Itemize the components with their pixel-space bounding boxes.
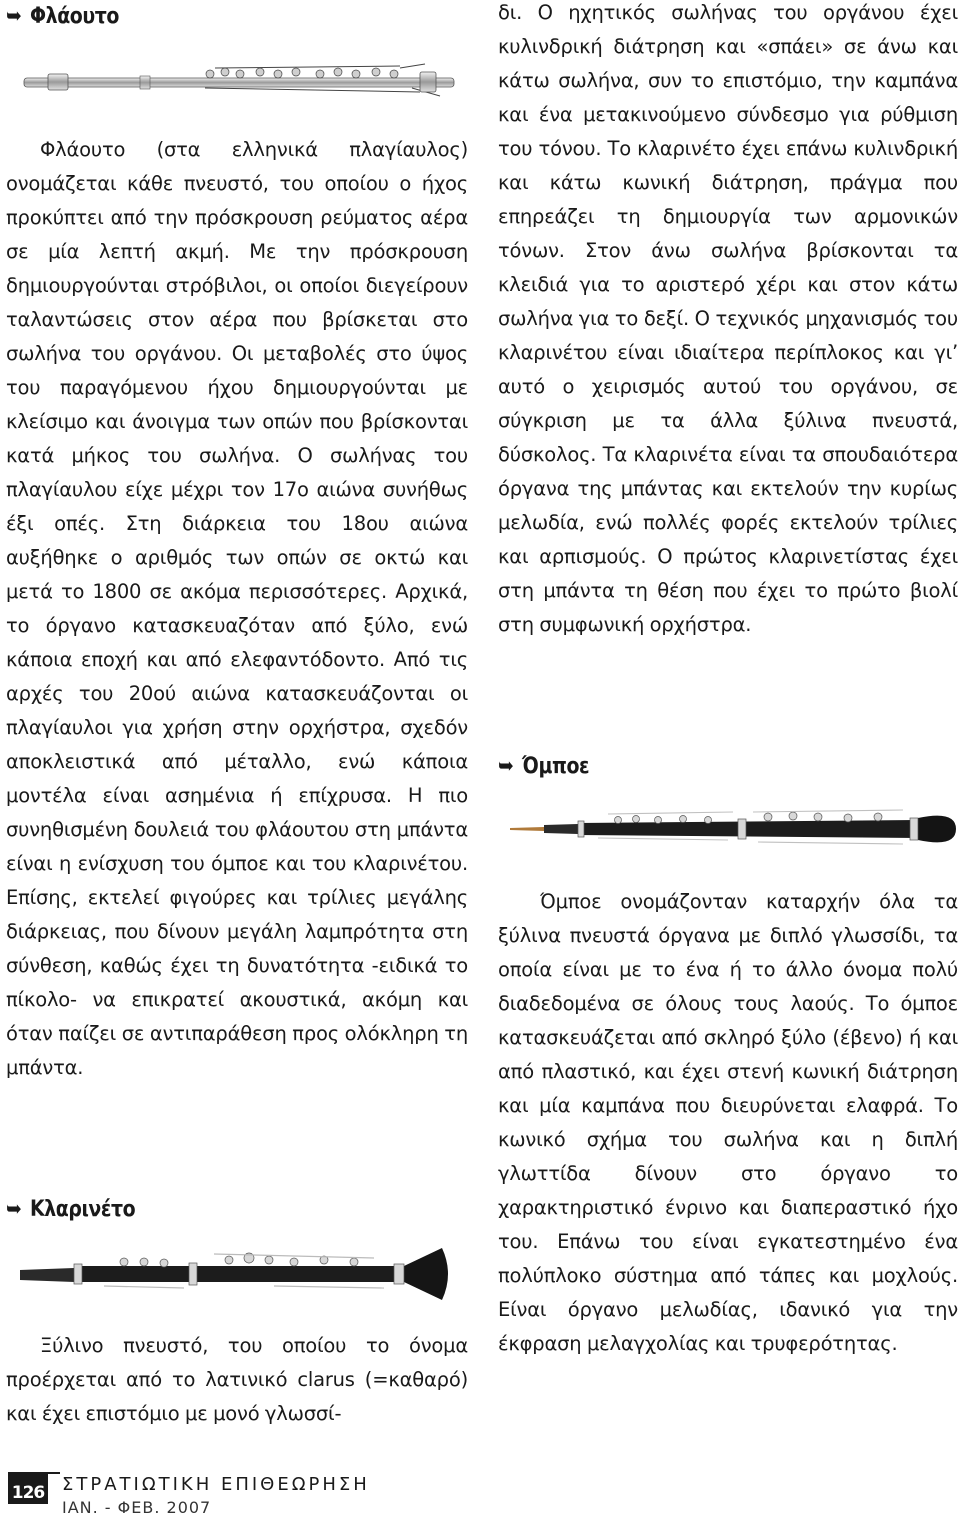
arrow-icon: ➥	[6, 1196, 22, 1222]
magazine-title: ΣΤΡΑΤΙΩΤΙΚΗ ΕΠΙΘΕΩΡΗΣΗ	[62, 1474, 370, 1495]
flute-heading-text: Φλάουτο	[30, 3, 119, 29]
clarinet-heading-text: Κλαρινέτο	[30, 1196, 136, 1222]
flute-paragraph: Φλάουτο (στα ελληνικά πλαγίαυλος) ονομάζεται κάθε πνευστό, του οποίου ο ήχος προκύπτει από την πρόσκρουση ρεύματος αέρα σε μία λεπτή ακμή. Με την πρόσκρουση δημιουργούνται στρόβιλοι, οι οποίοι διεγείρουν ταλαντώσεις στον αέρα που βρίσκεται στο σωλήνα του οργάνου. Οι μεταβολές στο ύψος του παραγόμενου ήχου δημιουργούνται με κλείσιμο και άνοιγμα των οπών που βρίσκονται κατά μήκος του σωλήνα. Ο σωλήνας του πλαγίαυλου είχε μέχρι τον 17ο αιώνα συνήθως έξι οπές. Στη διάρκεια του 18ου αιώνα αυξήθηκε ο αριθμός των οπών σε οκτώ και μετά το 1800 σε ακόμα περισσότερες. Αρχικά, το όργανο κατασκευαζόταν από ξύλο, ενώ κάποια εποχή και από ελεφαντόδοντο. Από τις αρχές του 20ού αιώνα κατασκευάζονται οι πλαγίαυλοι για χρήση στην ορχήστρα, σχεδόν αποκλειστικά από μέταλλο, ενώ κάποια μοντέλα είναι ασημένια ή επίχρυσα. Η πιο συνηθισμένη δουλειά του φλάουτου στη μπάντα είναι η ενίσχυση του όμποε και του κλαρινέτου. Επίσης, εκτελεί φιγούρες και τρίλιες μεγάλης διάρκειας, που δίνουν μεγάλη λαμπρότητα στη σύνθεση, καθώς έχει τη δυνατότητα -ειδικά το πίκολο- να επικρατεί ακουστικά, ακόμη και όταν παίζει σε αντιπαράθεση προς ολόκληρη τη μπάντα.	[6, 138, 468, 1079]
oboe-image	[508, 796, 958, 860]
clarinet-image	[14, 1236, 464, 1308]
arrow-icon: ➥	[6, 3, 22, 29]
clarinet-continued-paragraph: δι. Ο ηχητικός σωλήνας του οργάνου έχει κυλινδρική διάτρηση και «σπάει» σε άνω και κάτω σωλήνα, συν το επιστόμιο, την καμπάνα και ένα μετακινούμενο σύνδεσμο για ρύθμιση του τόνου. Το κλαρινέτο έχει επάνω κυλινδρική και κάτω κωνική διάτρηση, πράγμα που επηρεάζει τη δημιουργία των αρμονικών τόνων. Στον άνω σωλήνα βρίσκονται τα κλειδιά για το αριστερό χέρι και στον κάτω σωλήνα για το δεξί. Ο τεχνικός μηχανισμός του κλαρινέτου είναι ιδιαίτερα περίπλοκος και γι’ αυτό ο χειρισμός αυτού του οργάνου, σε σύγκριση με τα άλλα ξύλινα πνευστά, δύσκολος. Τα κλαρινέτα είναι τα σπουδαιότερα όργανα της μπάντας και εκτελούν την κυρίως μελωδία, ενώ πολλές φορές εκτελούν τρίλιες και αρπισμούς. Ο πρώτος κλαρινετίστας έχει στη μπάντα τη θέση που έχει το πρώτο βιολί στη συμφωνική ορχήστρα.	[498, 1, 958, 636]
page-number: 126	[8, 1474, 48, 1504]
clarinet-paragraph: Ξύλινο πνευστό, του οποίου το όνομα προέρχεται από το λατινικό clarus (=καθαρό) και έχει επιστόμιο με μονό γλωσσί-	[6, 1334, 468, 1425]
flute-heading	[6, 0, 119, 32]
clarinet-heading	[6, 1193, 135, 1225]
issue-date: ΙΑΝ. - ΦΕΒ. 2007	[62, 1498, 212, 1517]
oboe-heading-text: Όμποε	[522, 753, 590, 779]
oboe-heading	[498, 750, 589, 782]
arrow-icon: ➥	[498, 753, 514, 779]
oboe-paragraph: Όμποε ονομάζονταν καταρχήν όλα τα ξύλινα πνευστά όργανα με διπλό γλωσσίδι, τα οποία είναι με το ένα ή το άλλο όνομα πολύ διαδεδομένα σε όλους τους λαούς. Το όμποε κατασκευάζεται από σκληρό ξύλο (έβενο) ή και από πλαστικό, και έχει στενή κωνική διάτρηση και μία καμπάνα που διευρύνεται ελαφρά. Το κωνικό σχήμα του σωλήνα και η διπλή γλωττίδα δίνουν στο όργανο το χαρακτηριστικό ένρινο και διαπεραστικό ήχο του. Επάνω του είναι εγκατεστημένο ένα πολύπλοκο σύστημα από τάπες και μοχλούς. Είναι όργανο μελωδίας, ιδανικό για την έκφραση μελαγχολίας και τρυφερότητας.	[498, 890, 958, 1355]
flute-image	[20, 50, 460, 110]
